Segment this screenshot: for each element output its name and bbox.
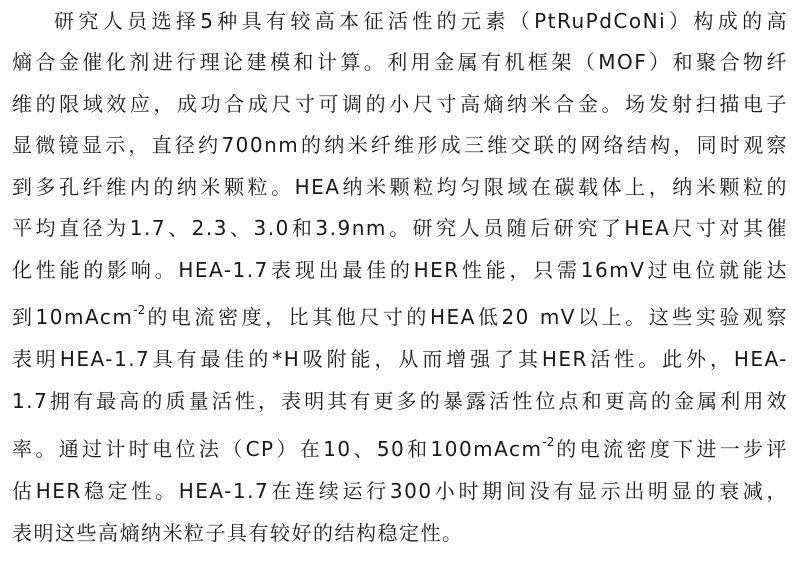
line-text: 到10mAcm <box>12 305 134 329</box>
paragraph-line: 熵合金催化剂进行理论建模和计算。利用金属有机框架（MOF）和聚合物纤 <box>12 50 788 74</box>
superscript-exponent: -2 <box>542 437 555 450</box>
line-text: 的电流密度下进一步评 <box>554 437 788 461</box>
paragraph-line: 平均直径为1.7、2.3、3.0和3.9nm。研究人员随后研究了HEA尺寸对其催 <box>12 216 788 240</box>
line-text: 率。通过计时电位法（CP）在10、50和100mAcm <box>12 437 543 461</box>
paragraph-line-last: 表明这些高熵纳米粒子具有较好的结构稳定性。 <box>12 521 464 545</box>
paragraph-line: 表明HEA-1.7具有最佳的*H吸附能，从而增强了其HER活性。此外，HEA- <box>12 347 788 371</box>
superscript-exponent: -2 <box>133 305 146 318</box>
paragraph-line: 维的限域效应，成功合成尺寸可调的小尺寸高熵纳米合金。场发射扫描电子 <box>12 92 788 116</box>
paragraph-line: 到多孔纤维内的纳米颗粒。HEA纳米颗粒均匀限域在碳载体上，纳米颗粒的 <box>12 175 788 199</box>
paragraph-line: 研究人员选择5种具有较高本征活性的元素（PtRuPdCoNi）构成的高 <box>54 9 788 33</box>
paragraph-line: 显微镜显示，直径约700nm的纳米纤维形成三维交联的网络结构，同时观察 <box>12 133 788 157</box>
paragraph-line: 估HER稳定性。HEA-1.7在连续运行300小时期间没有显示出明显的衰减， <box>12 479 788 503</box>
line-text: 的电流密度，比其他尺寸的HEA低20 mV以上。这些实验观察 <box>145 305 788 329</box>
paragraph-line-with-superscript <box>12 305 788 329</box>
paragraph-line: 化性能的影响。HEA-1.7表现出最佳的HER性能，只需16mV过电位就能达 <box>12 258 788 282</box>
paragraph-line: 1.7拥有最高的质量活性，表明其有更多的暴露活性位点和更高的金属利用效 <box>12 389 788 413</box>
paragraph-line-with-superscript <box>12 437 788 461</box>
